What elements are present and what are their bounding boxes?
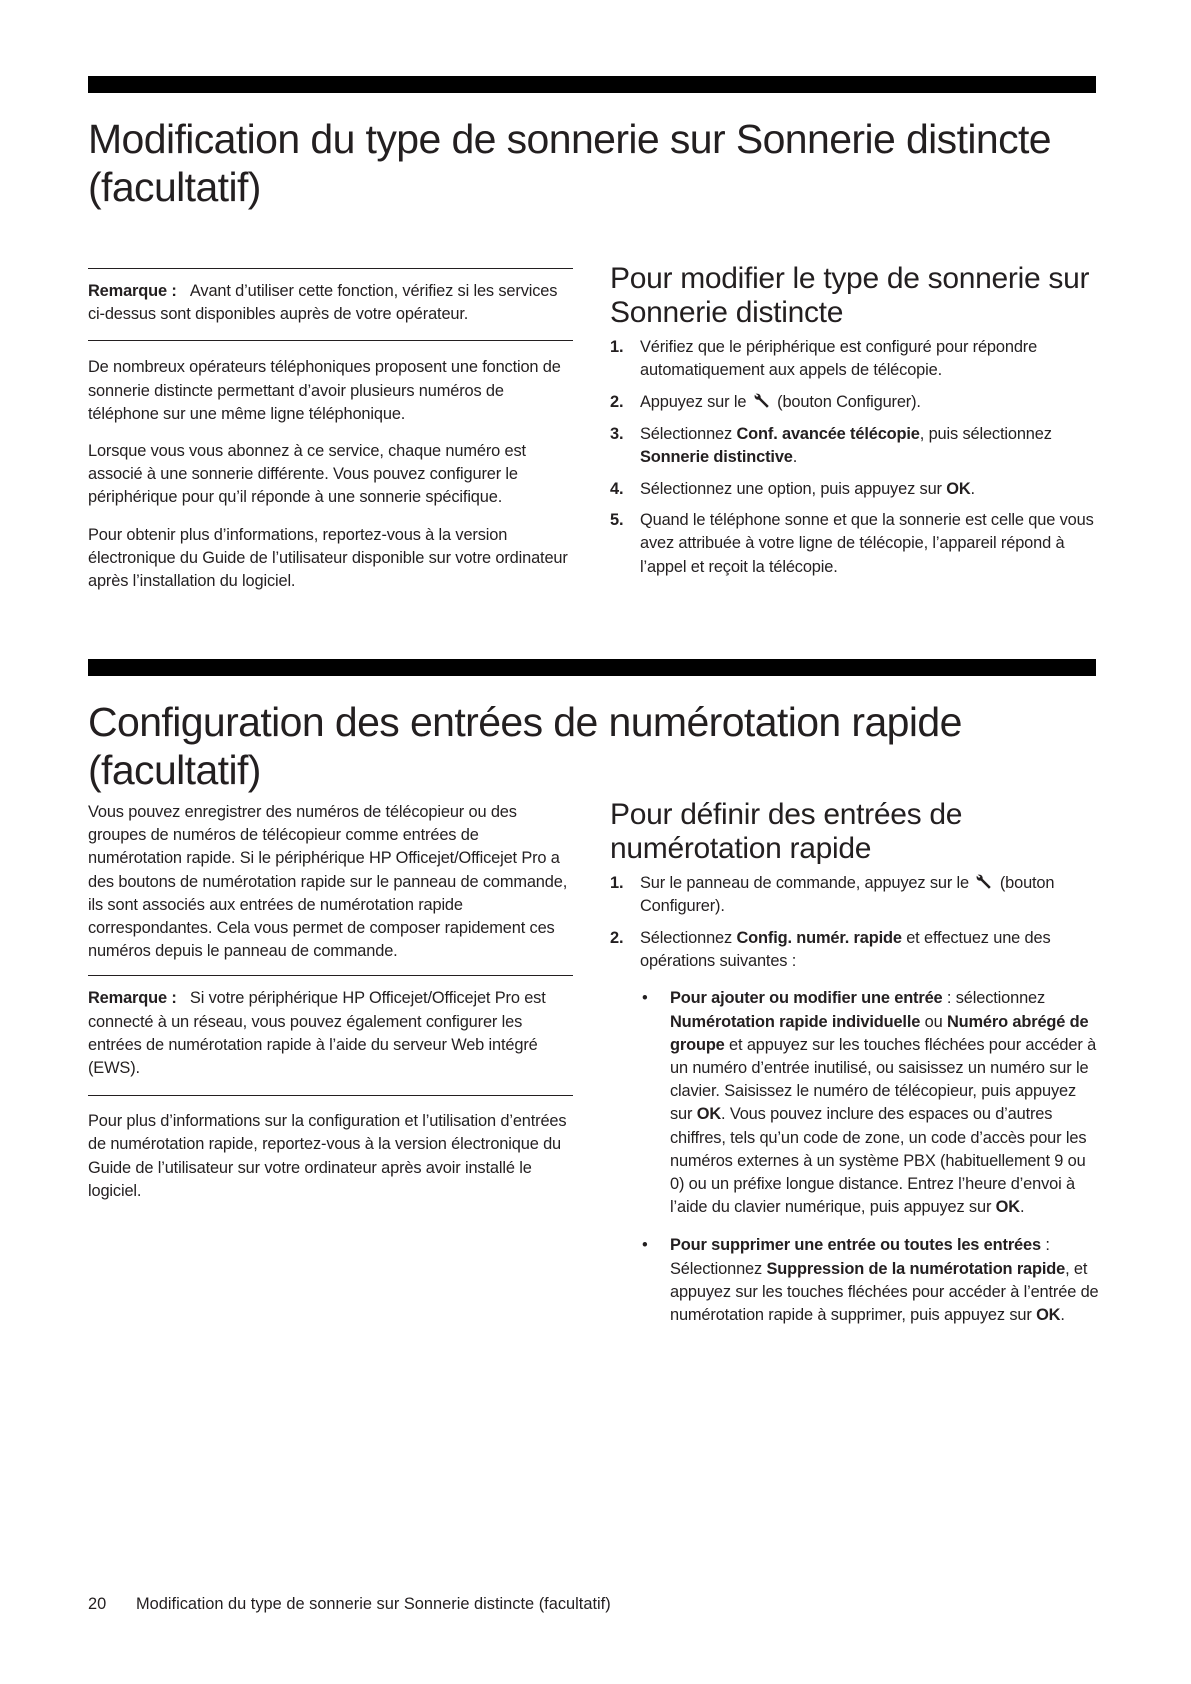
option-item xyxy=(640,1234,1100,1327)
step xyxy=(610,509,1100,579)
procedure-title: Pour définir des entrées de numérotation rapide xyxy=(610,798,963,865)
ok-key: OK xyxy=(995,1198,1020,1217)
step xyxy=(610,927,1100,1327)
ok-key: OK xyxy=(946,479,971,498)
right-column xyxy=(610,262,1100,587)
paragraph: De nombreux opérateurs téléphoniques proposent une fonction de sonnerie distincte permettant d’avoir plusieurs numéros de téléphone sur une même ligne téléphonique. xyxy=(88,358,561,423)
step xyxy=(610,391,1100,414)
step-text: , puis sélectionnez xyxy=(919,424,1052,443)
section-title: Configuration des entrées de numérotation rapide (facultatif) xyxy=(88,699,962,793)
step-text: Vérifiez que le périphérique est configuré pour répondre automatiquement aux appels de télécopie. xyxy=(640,338,1038,380)
step xyxy=(610,423,1100,469)
page-number: 20 xyxy=(88,1595,107,1613)
step-text: (bouton Configurer). xyxy=(777,392,921,411)
paragraph: Pour plus d’informations sur la configuration et l’utilisation d’entrées de numérotation rapide, reportez-vous à la version électronique du Guide de l’utilisateur sur votre ordinateur après avoir installé le logiciel. xyxy=(88,1112,567,1200)
step-text: Appuyez sur le xyxy=(640,392,747,411)
note-rule-bottom xyxy=(88,1095,573,1096)
ok-key: OK xyxy=(1036,1305,1061,1324)
note xyxy=(88,987,573,1080)
option-list xyxy=(640,987,1100,1327)
option-item xyxy=(640,987,1100,1219)
step-text: Sélectionnez xyxy=(640,928,737,947)
bullet-icon: • xyxy=(642,989,648,1008)
paragraph: Pour obtenir plus d’informations, reportez-vous à la version électronique du Guide de l’utilisateur disponible sur votre ordinateur après l’installation du logiciel. xyxy=(88,525,568,591)
note-text: Si votre périphérique HP Officejet/Officejet Pro est connecté à un réseau, vous pouvez également configurer les entrées de numérotation rapide à l’aide du serveur Web intégré (EWS). xyxy=(88,989,546,1078)
option-text: , et appuyez sur les touches fléchées pour accéder à l’entrée de numérotation rapide à supprimer, puis appuyez sur xyxy=(670,1259,1099,1324)
step-text: (bouton Configurer). xyxy=(640,874,1055,916)
step xyxy=(610,336,1100,382)
step xyxy=(610,478,1100,501)
procedure-steps xyxy=(610,336,1100,579)
option-text: : sélectionnez xyxy=(942,989,1046,1008)
option-heading: Pour supprimer une entrée ou toutes les entrées xyxy=(670,1236,1041,1255)
wrench-icon xyxy=(975,873,993,891)
wrench-icon xyxy=(753,392,771,410)
note-label: Remarque : xyxy=(88,989,177,1008)
option-heading: Pour ajouter ou modifier une entrée xyxy=(670,989,943,1008)
step-text: Sélectionnez xyxy=(640,424,737,443)
step-text: Sélectionnez une option, puis appuyez sur xyxy=(640,479,947,498)
step-number: 3. xyxy=(610,424,624,443)
step-number: 2. xyxy=(610,392,624,411)
intro-paragraph: Vous pouvez enregistrer des numéros de télécopieur ou des groupes de numéros de télécopieur comme entrées de numérotation rapide. Si le périphérique HP Officejet/Officejet Pro a des boutons de numérotation rapide sur le panneau de commande, ils sont associés aux entrées de numérotation rapide correspondantes. Cela vous permet de composer rapidement ces numéros depuis le panneau de commande. xyxy=(88,803,568,961)
step-text: et effectuez une des opérations suivantes : xyxy=(640,928,1051,971)
page-footer xyxy=(88,1593,611,1615)
note-text: Avant d’utiliser cette fonction, vérifiez si les services ci-dessus sont disponibles auprès de votre opérateur. xyxy=(88,282,558,324)
step-number: 4. xyxy=(610,479,624,498)
option-text: . xyxy=(1019,1198,1025,1217)
left-column xyxy=(88,268,573,593)
step-number: 2. xyxy=(610,928,624,947)
step-text: . xyxy=(792,447,798,466)
option-text: ou xyxy=(920,1012,947,1031)
step-number: 1. xyxy=(610,338,624,356)
running-title: Modification du type de sonnerie sur Sonnerie distincte (facultatif) xyxy=(136,1595,611,1613)
procedure-steps xyxy=(610,872,1100,1327)
step-text: Sur le panneau de commande, appuyez sur le xyxy=(640,874,970,892)
option-text: : Sélectionnez xyxy=(670,1236,1050,1278)
bullet-icon: • xyxy=(642,1236,648,1255)
menu-option: Sonnerie distinctive xyxy=(640,447,793,466)
paragraph: Lorsque vous vous abonnez à ce service, chaque numéro est associé à une sonnerie différente. Vous pouvez configurer le périphérique pour qu’il réponde à une sonnerie spécifique. xyxy=(88,442,526,507)
section-title: Modification du type de sonnerie sur Sonnerie distincte (facultatif) xyxy=(88,116,1051,210)
menu-option: Numérotation rapide individuelle xyxy=(670,1012,921,1031)
menu-option: Numéro abrégé de groupe xyxy=(670,1012,1089,1054)
step xyxy=(610,872,1100,918)
note-rule-bottom xyxy=(88,340,573,341)
left-column xyxy=(88,801,573,1203)
note-rule-top xyxy=(88,975,573,976)
section-bar xyxy=(88,76,1096,93)
menu-option: Suppression de la numérotation rapide xyxy=(766,1259,1066,1278)
option-text: . xyxy=(1060,1305,1065,1324)
procedure-title: Pour modifier le type de sonnerie sur Sonnerie distincte xyxy=(610,262,1090,329)
step-number: 1. xyxy=(610,874,624,892)
menu-option: Config. numér. rapide xyxy=(736,928,902,947)
option-text: et appuyez sur les touches fléchées pour accéder à un numéro d’entrée inutilisé, ou saisissez un numéro sur le clavier. Saisissez le numéro de télécopieur, puis appuyez sur xyxy=(670,1035,1097,1124)
step-text: . xyxy=(970,479,975,498)
ok-key: OK xyxy=(696,1105,722,1124)
option-text: . Vous pouvez inclure des espaces ou d’autres chiffres, tels qu’un code de zone, un code d’accès pour les numéros externes à un système PBX (habituellement 9 ou 0) ou un préfixe longue distance. Entrez l’heure d’envoi à l’aide du clavier numérique, puis appuyez sur xyxy=(670,1105,1087,1217)
step-text: Quand le téléphone sonne et que la sonnerie est celle que vous avez attribuée à votre ligne de télécopie, l’appareil répond à l’appel et reçoit la télécopie. xyxy=(640,511,1094,576)
menu-option: Conf. avancée télécopie xyxy=(736,424,920,443)
step-number: 5. xyxy=(610,511,624,530)
note xyxy=(88,280,573,326)
section-bar xyxy=(88,659,1096,676)
note-rule-top xyxy=(88,268,573,269)
note-label: Remarque : xyxy=(88,282,177,300)
right-column xyxy=(610,798,1100,1342)
